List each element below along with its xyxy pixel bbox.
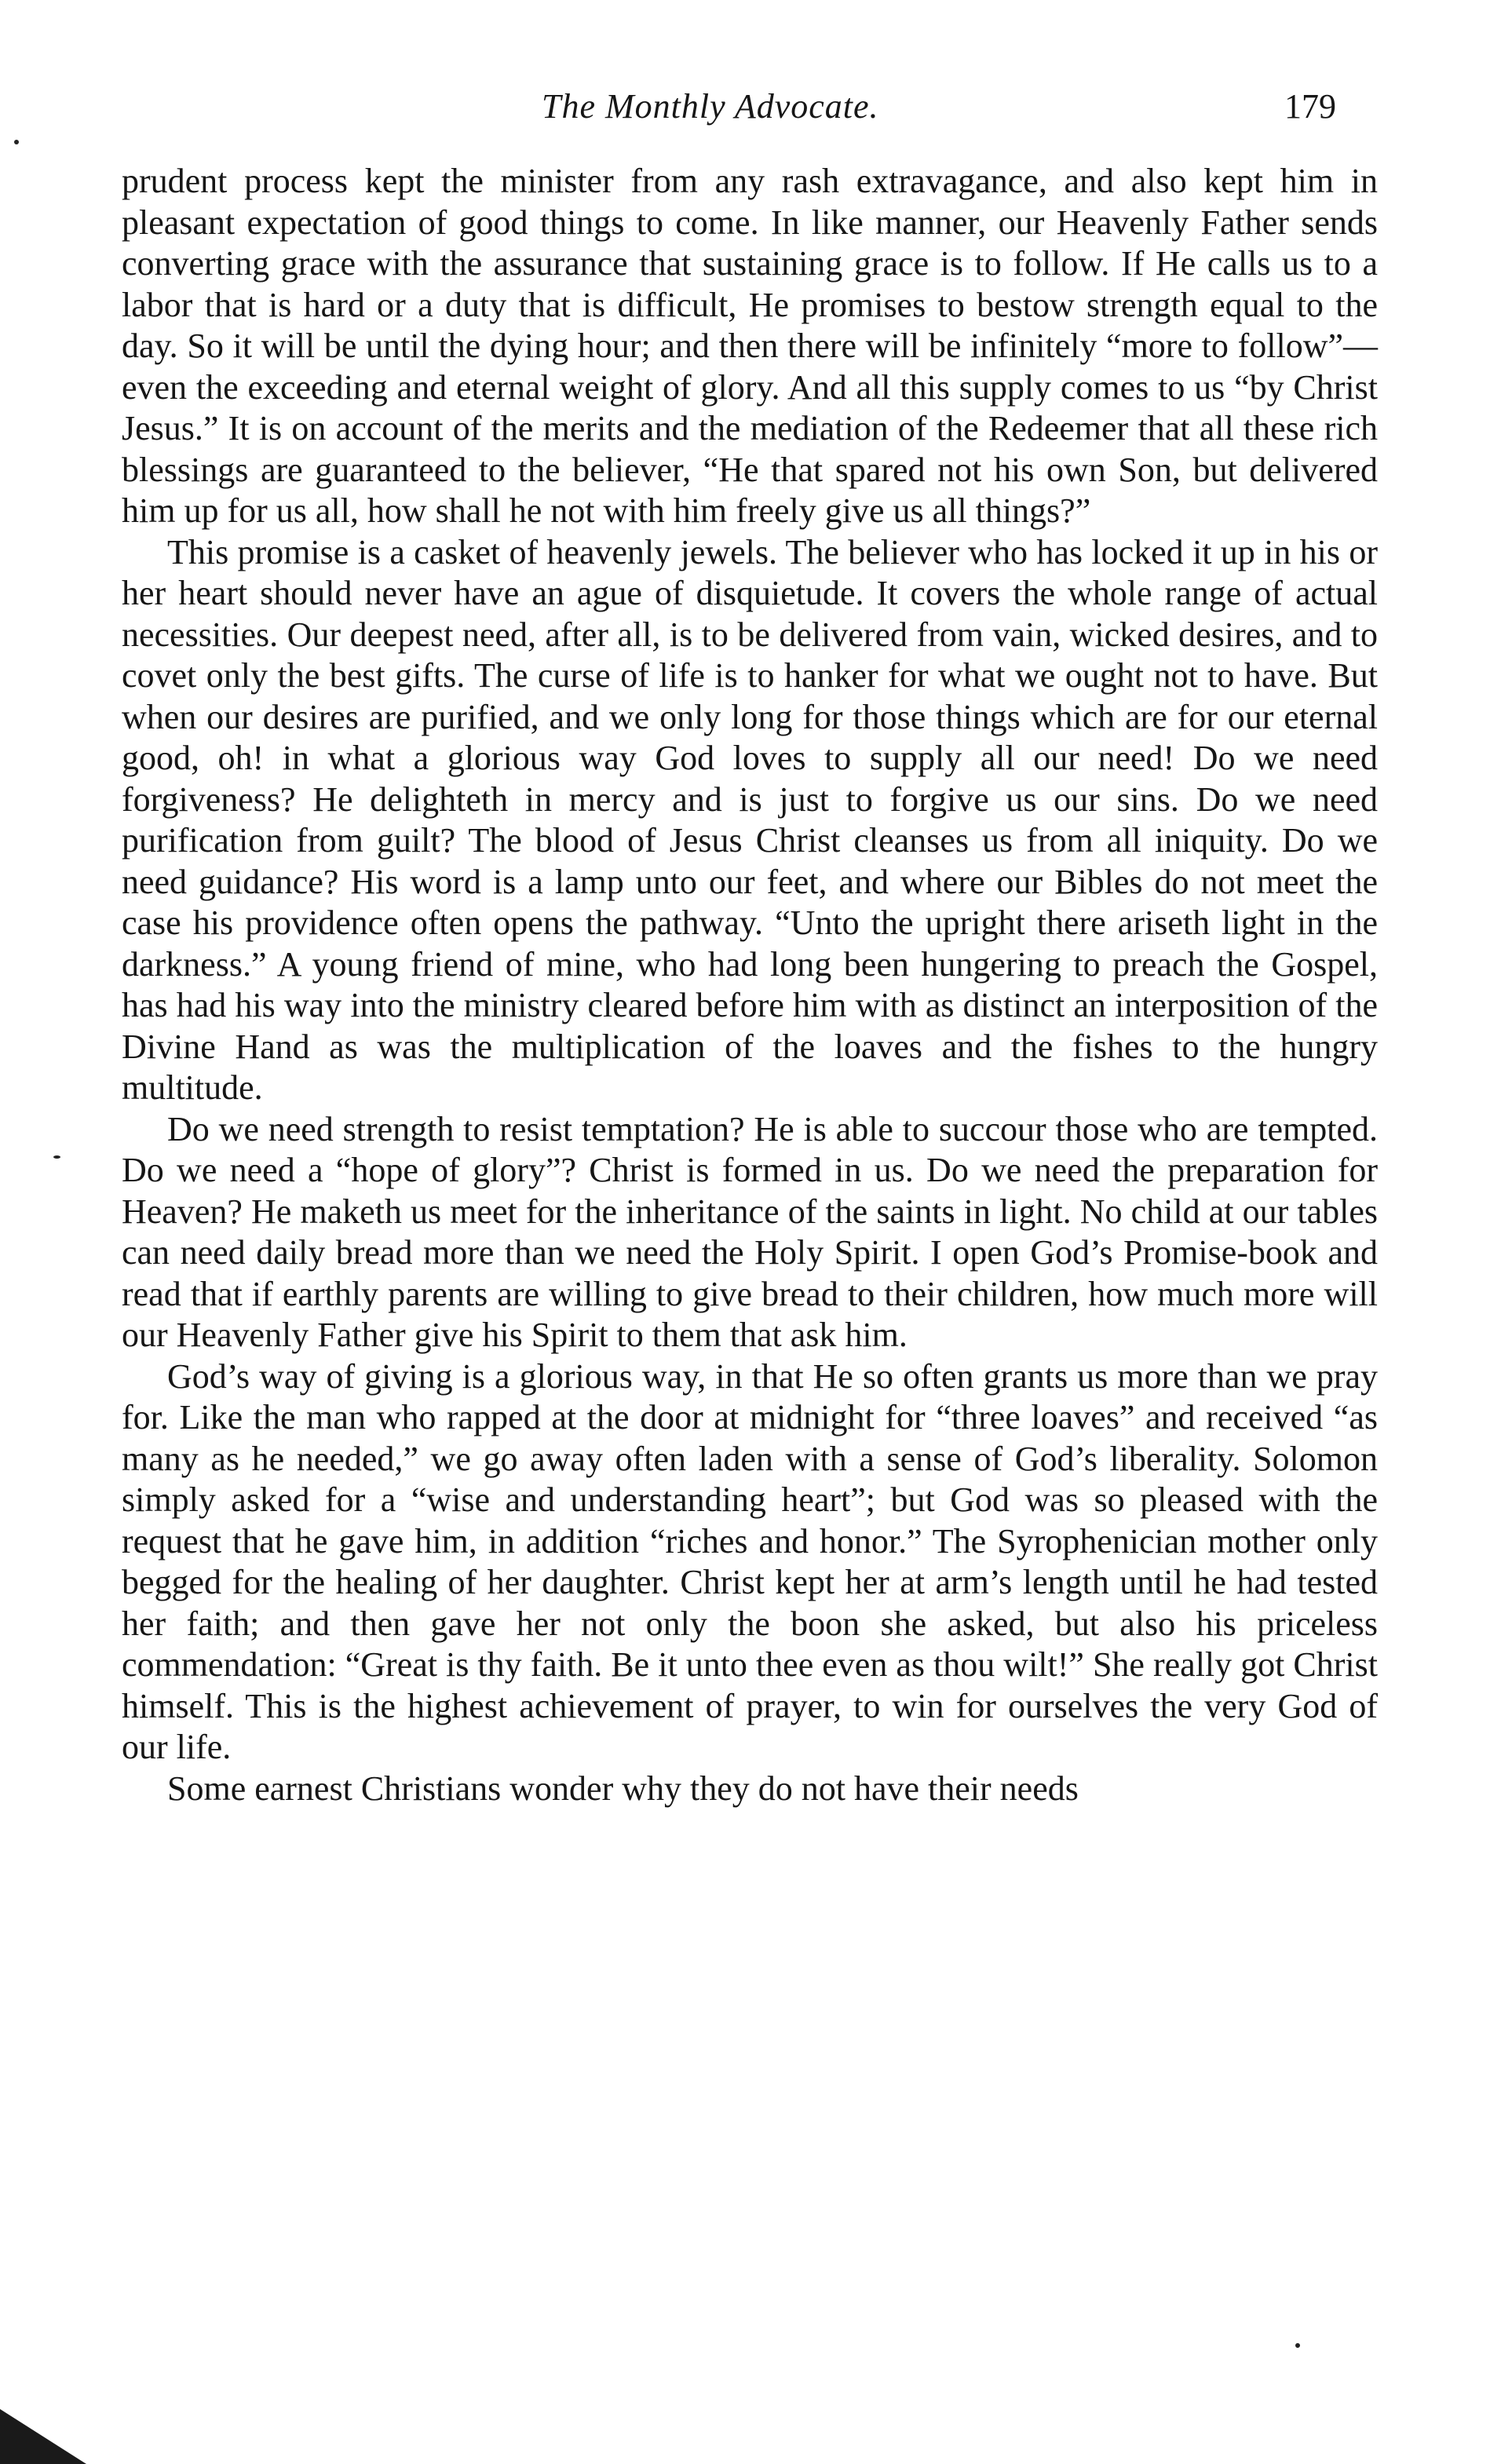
paragraph: Some earnest Christians wonder why they do not have their needs [167,1769,1079,1808]
running-title: The Monthly Advocate. [542,87,879,126]
article-body [122,161,1378,1809]
paragraph: Do we need strength to resist temptation? He is able to succour those who are tempted. Do we need a “hope of glory”? Christ is formed in us. Do we need the preparation for Heaven? He maketh us meet for the inheritance of the saints in light. No child at our tables can need daily bread more than we need the Holy Spirit. I open God’s Promise-book and read that if earthly parents are willing to give bread to their children, how much more will our Heavenly Father give his Spirit to them that ask him. [122,1109,1378,1354]
paragraph: God’s way of giving is a glorious way, in that He so often grants us more than we pray for. Like the man who rapped at the door at midnight for “three loaves” and received “as many as he needed,” we go away often laden with a sense of God’s liberality. Solomon simply asked for a “wise and understanding heart”; but God was so pleased with the request that he gave him, in addition “riches and honor.” The Syrophenician mother only begged for the healing of her daughter. Christ kept her at arm’s length until he had tested her faith; and then gave her not only the boon she asked, but also his priceless commendation: “Great is thy faith. Be it unto thee even as thou wilt!” She really got Christ himself. This is the highest achievement of prayer, to win for ourselves the very God of our life. [122,1356,1378,1766]
margin-speck-bottom [1295,2343,1300,2348]
margin-speck-middle [53,1155,60,1159]
page-header [0,86,1501,133]
page-number: 179 [1284,87,1336,126]
margin-speck-top [14,140,19,144]
paragraph: This promise is a casket of heavenly jewels. The believer who has locked it up in his or her heart should never have an ague of disquietude. It covers the whole range of actual necessities. Our deepest need, after all, is to be delivered from vain, wicked desires, and to covet only the best gifts. The curse of life is to hanker for what we ought not to have. But when our desires are purified, and we only long for those things which are for our eternal good, oh! in what a glorious way God loves to supply all our need! Do we need forgiveness? He delighteth in mercy and is just to forgive us our sins. Do we need purification from guilt? The blood of Jesus Christ cleanses us from all iniquity. Do we need guidance? His word is a lamp unto our feet, and where our Bibles do not meet the case his providence often opens the pathway. “Unto the upright there ariseth light in the darkness.” A young friend of mine, who had long been hungering to preach the Gospel, has had his way into the ministry cleared before him with as distinct an interposition of the Divine Hand as was the multiplication of the loaves and the fishes to the hungry multitude. [122,532,1378,1107]
paragraph: prudent process kept the minister from any rash extravagance, and also kept him in pleasant expectation of good things to come. In like manner, our Heavenly Father sends converting grace with the assurance that sustaining grace is to follow. If He calls us to a labor that is hard or a duty that is difficult, He promises to bestow strength equal to the day. So it will be until the dying hour; and then there will be infinitely “more to follow”—even the exceeding and eternal weight of glory. And all this supply comes to us “by Christ Jesus.” It is on account of the merits and the mediation of the Redeemer that all these rich blessings are guaranteed to the believer, “He that spared not his own Son, but delivered him up for us all, how shall he not with him freely give us all things?” [122,162,1378,530]
scan-edge-shadow [0,2409,86,2464]
